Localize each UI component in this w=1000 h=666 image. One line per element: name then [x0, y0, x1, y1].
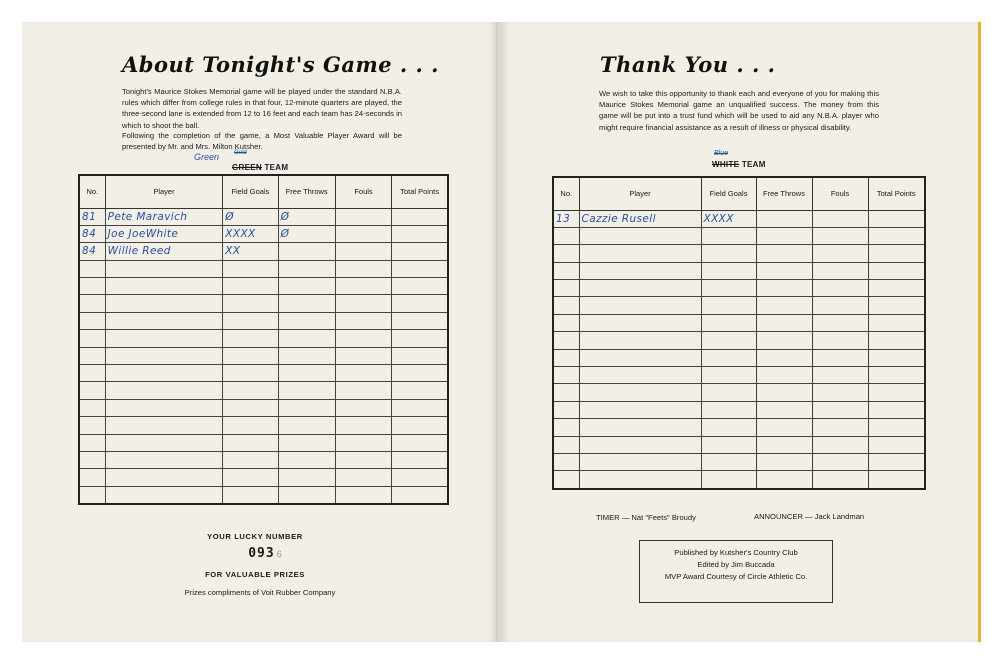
table-cell [278, 434, 335, 451]
table-cell [105, 451, 223, 468]
table-row [553, 453, 925, 470]
table-row [79, 312, 448, 329]
table-cell [223, 312, 278, 329]
table-row [553, 227, 925, 244]
table-cell [756, 367, 812, 384]
table-cell [223, 260, 278, 277]
table-row [553, 210, 925, 227]
table-cell [335, 330, 391, 347]
table-cell [392, 208, 448, 225]
table-cell [812, 384, 868, 401]
table-cell [223, 365, 278, 382]
table-cell [335, 278, 391, 295]
table-cell [278, 243, 335, 260]
table-cell [335, 243, 391, 260]
table-cell [579, 436, 701, 453]
table-cell [812, 314, 868, 331]
table-cell: Pete Maravich [105, 208, 223, 225]
table-cell [812, 436, 868, 453]
team-word: TEAM [264, 163, 289, 172]
table-row [79, 330, 448, 347]
column-header: Fouls [335, 175, 391, 208]
table-row [79, 225, 448, 242]
table-cell [868, 384, 925, 401]
table-cell [756, 332, 812, 349]
table-cell [392, 295, 448, 312]
table-cell [812, 280, 868, 297]
table-cell [278, 260, 335, 277]
table-cell: Ø [223, 208, 278, 225]
table-cell [812, 471, 868, 489]
table-cell [278, 347, 335, 364]
table-row [553, 245, 925, 262]
table-row [553, 297, 925, 314]
table-cell [79, 260, 105, 277]
table-cell [79, 330, 105, 347]
table-row [79, 295, 448, 312]
table-cell [868, 367, 925, 384]
table-cell [392, 469, 448, 486]
table-cell: Cazzie Rusell [579, 210, 701, 227]
table-cell [868, 471, 925, 489]
table-cell [868, 245, 925, 262]
column-header: Fouls [812, 177, 868, 210]
table-cell [79, 399, 105, 416]
table-cell: Joe JoeWhite [105, 225, 223, 242]
table-cell [79, 486, 105, 504]
table-row [79, 278, 448, 295]
table-row [79, 469, 448, 486]
column-header: Field Goals [701, 177, 756, 210]
credit-line-mvp-award: MVP Award Courtesy of Circle Athletic Co. [664, 572, 808, 581]
table-cell [553, 297, 579, 314]
table-cell [278, 330, 335, 347]
table-cell [868, 332, 925, 349]
table-cell [278, 469, 335, 486]
table-row [553, 332, 925, 349]
table-cell [105, 260, 223, 277]
table-cell [223, 486, 278, 504]
table-cell [79, 434, 105, 451]
team-handwritten-green: Green [194, 152, 220, 162]
table-row [553, 384, 925, 401]
prizes-credit: Prizes compliments of Voit Rubber Company [184, 588, 336, 597]
lucky-number: 093 [248, 546, 275, 561]
table-cell: 81 [79, 208, 105, 225]
table-cell: Ø [278, 208, 335, 225]
table-cell [335, 312, 391, 329]
table-row [553, 419, 925, 436]
table-cell [812, 210, 868, 227]
table-row [553, 367, 925, 384]
column-header: Total Points [868, 177, 925, 210]
table-cell [756, 210, 812, 227]
table-row [79, 243, 448, 260]
table-cell [579, 453, 701, 470]
table-cell [701, 332, 756, 349]
table-cell [553, 245, 579, 262]
table-cell [579, 332, 701, 349]
right-team-label [712, 160, 766, 169]
table-cell [105, 417, 223, 434]
table-cell [392, 312, 448, 329]
table-cell [335, 399, 391, 416]
table-cell [756, 314, 812, 331]
column-header: Player [105, 175, 223, 208]
table-row [553, 280, 925, 297]
table-cell [105, 347, 223, 364]
table-row [79, 486, 448, 504]
table-cell [756, 262, 812, 279]
table-cell: XXXX [223, 225, 278, 242]
table-cell [812, 419, 868, 436]
table-cell [335, 486, 391, 504]
table-cell [223, 417, 278, 434]
table-cell [223, 399, 278, 416]
table-cell [756, 453, 812, 470]
table-cell [105, 399, 223, 416]
table-cell [79, 365, 105, 382]
table-row [553, 349, 925, 366]
column-header: Total Points [392, 175, 448, 208]
table-cell [335, 434, 391, 451]
table-cell [392, 278, 448, 295]
table-row [553, 401, 925, 418]
table-cell [392, 260, 448, 277]
lucky-number-title: YOUR LUCKY NUMBER [207, 532, 303, 541]
table-cell [579, 227, 701, 244]
table-row [79, 417, 448, 434]
column-header: Field Goals [223, 175, 278, 208]
table-cell: Willie Reed [105, 243, 223, 260]
table-cell [392, 451, 448, 468]
table-cell [278, 399, 335, 416]
table-cell [701, 436, 756, 453]
table-cell [223, 330, 278, 347]
table-cell [278, 365, 335, 382]
table-row [553, 436, 925, 453]
table-cell [392, 486, 448, 504]
table-cell [756, 227, 812, 244]
table-cell [105, 486, 223, 504]
table-cell [812, 453, 868, 470]
table-row [553, 314, 925, 331]
table-cell [812, 262, 868, 279]
table-cell [79, 295, 105, 312]
table-cell [335, 295, 391, 312]
table-cell [553, 384, 579, 401]
table-cell [579, 262, 701, 279]
table-cell [579, 297, 701, 314]
table-row [79, 365, 448, 382]
table-header-row [79, 175, 448, 208]
table-cell [756, 419, 812, 436]
table-cell [392, 225, 448, 242]
table-row [553, 471, 925, 489]
right-heading: Thank You . . . [600, 52, 776, 77]
table-cell [223, 295, 278, 312]
table-cell [756, 436, 812, 453]
table-cell [553, 453, 579, 470]
table-cell [756, 471, 812, 489]
table-cell [868, 453, 925, 470]
table-cell [392, 243, 448, 260]
right-scorecard-table [552, 176, 926, 490]
table-cell [553, 280, 579, 297]
table-cell [278, 312, 335, 329]
table-cell [553, 262, 579, 279]
table-cell [335, 365, 391, 382]
table-cell [756, 280, 812, 297]
table-cell [579, 349, 701, 366]
table-cell [553, 367, 579, 384]
table-cell [79, 382, 105, 399]
table-cell [392, 330, 448, 347]
table-cell [701, 384, 756, 401]
table-cell [868, 227, 925, 244]
table-cell [756, 401, 812, 418]
table-cell [335, 347, 391, 364]
table-cell [701, 280, 756, 297]
table-cell [392, 365, 448, 382]
table-cell [812, 401, 868, 418]
table-cell [223, 434, 278, 451]
table-cell [278, 278, 335, 295]
table-cell [392, 399, 448, 416]
table-row [79, 260, 448, 277]
lucky-number-suffix: 6 [276, 549, 282, 559]
table-cell [553, 401, 579, 418]
table-cell [701, 297, 756, 314]
table-cell [335, 382, 391, 399]
table-row [79, 347, 448, 364]
column-header: Free Throws [756, 177, 812, 210]
table-cell [868, 401, 925, 418]
table-cell [756, 384, 812, 401]
table-cell [553, 314, 579, 331]
table-cell [579, 419, 701, 436]
table-cell [553, 471, 579, 489]
table-cell [868, 314, 925, 331]
team-printed-name: WHITE [712, 160, 740, 169]
table-cell [392, 434, 448, 451]
table-cell [335, 417, 391, 434]
table-cell [553, 436, 579, 453]
table-cell: 84 [79, 225, 105, 242]
table-cell [79, 469, 105, 486]
table-cell [553, 332, 579, 349]
table-cell [335, 469, 391, 486]
table-cell [553, 419, 579, 436]
timer-credit: TIMER — Nat "Feets" Broudy [596, 513, 696, 522]
table-cell [701, 314, 756, 331]
team-printed-name: GREEN [232, 163, 262, 172]
table-cell [868, 210, 925, 227]
table-cell [223, 382, 278, 399]
table-row [79, 434, 448, 451]
table-cell [335, 208, 391, 225]
left-team-label [232, 163, 288, 172]
table-cell [812, 349, 868, 366]
column-header: Player [579, 177, 701, 210]
table-cell: XXXX [701, 210, 756, 227]
table-cell: 84 [79, 243, 105, 260]
table-cell [105, 312, 223, 329]
table-cell [701, 453, 756, 470]
publisher-credits-box [639, 540, 833, 603]
table-cell [105, 382, 223, 399]
table-cell [701, 401, 756, 418]
table-cell [868, 436, 925, 453]
column-header: Free Throws [278, 175, 335, 208]
table-cell [335, 260, 391, 277]
column-header: No. [79, 175, 105, 208]
table-cell [278, 295, 335, 312]
table-cell [223, 278, 278, 295]
table-cell [553, 227, 579, 244]
table-cell [553, 349, 579, 366]
mvp-paragraph: Following the completion of the game, a Most Valuable Player Award will be presented by Mr. and Mrs. Milton Kutsher. [122, 131, 402, 152]
table-row [553, 262, 925, 279]
table-cell [105, 330, 223, 347]
table-cell [756, 245, 812, 262]
table-cell [756, 297, 812, 314]
table-cell [105, 278, 223, 295]
table-cell [701, 227, 756, 244]
table-cell [579, 367, 701, 384]
table-cell [335, 225, 391, 242]
left-scorecard-table [78, 174, 449, 505]
table-cell [278, 382, 335, 399]
table-header-row [553, 177, 925, 210]
table-cell [812, 367, 868, 384]
table-cell [79, 347, 105, 364]
table-cell: XX [223, 243, 278, 260]
table-row [79, 451, 448, 468]
table-cell [105, 365, 223, 382]
table-cell [105, 295, 223, 312]
table-cell [701, 367, 756, 384]
table-cell [868, 349, 925, 366]
table-cell [278, 417, 335, 434]
table-cell [105, 434, 223, 451]
table-cell [79, 451, 105, 468]
table-cell [392, 347, 448, 364]
table-cell [278, 451, 335, 468]
table-cell [868, 297, 925, 314]
credit-line-editor: Edited by Jim Buccada [697, 560, 775, 569]
table-cell [79, 312, 105, 329]
column-header: No. [553, 177, 579, 210]
rules-paragraph: Tonight's Maurice Stokes Memorial game will be played under the standard N.B.A. rules which differ from college rules in that four, 12-minute quarters are played, the three-second lane is extended from 12 to 16 feet and each team has 24-seconds in which to shoot the ball. [122, 87, 402, 130]
table-cell [812, 297, 868, 314]
lucky-number-box [220, 546, 310, 561]
table-cell [278, 486, 335, 504]
table-cell [392, 382, 448, 399]
thanks-paragraph: We wish to take this opportunity to thank each and everyone of you for making this Maurice Stokes Memorial game an unqualified success. The money from this game will be put into a trust fund which will be used to aid any N.B.A. player who might require financial assistance as a result of illness or physical disability. [599, 89, 879, 132]
table-cell: Ø [278, 225, 335, 242]
table-cell [701, 262, 756, 279]
table-cell [392, 417, 448, 434]
table-cell: 13 [553, 210, 579, 227]
table-cell [335, 451, 391, 468]
table-cell [701, 419, 756, 436]
table-row [79, 399, 448, 416]
table-cell [579, 471, 701, 489]
table-cell [223, 451, 278, 468]
team-struck-gold: Gold [234, 150, 247, 156]
team-struck-blue: Blue [714, 150, 729, 157]
table-cell [79, 278, 105, 295]
table-cell [756, 349, 812, 366]
table-cell [701, 349, 756, 366]
left-heading: About Tonight's Game . . . [122, 52, 439, 77]
table-row [79, 382, 448, 399]
announcer-credit: ANNOUNCER — Jack Landman [754, 512, 865, 521]
table-cell [79, 417, 105, 434]
table-cell [812, 332, 868, 349]
table-row [79, 208, 448, 225]
table-cell [701, 471, 756, 489]
table-cell [223, 347, 278, 364]
table-cell [812, 245, 868, 262]
table-cell [105, 469, 223, 486]
credit-line-publisher: Published by Kutsher's Country Club [674, 548, 798, 557]
prizes-title: FOR VALUABLE PRIZES [205, 570, 305, 579]
table-cell [579, 280, 701, 297]
table-cell [223, 469, 278, 486]
table-cell [579, 384, 701, 401]
table-cell [579, 401, 701, 418]
table-cell [701, 245, 756, 262]
table-cell [868, 262, 925, 279]
table-cell [812, 227, 868, 244]
table-cell [868, 280, 925, 297]
table-cell [579, 245, 701, 262]
table-cell [868, 419, 925, 436]
team-word: TEAM [741, 160, 766, 169]
table-cell [579, 314, 701, 331]
